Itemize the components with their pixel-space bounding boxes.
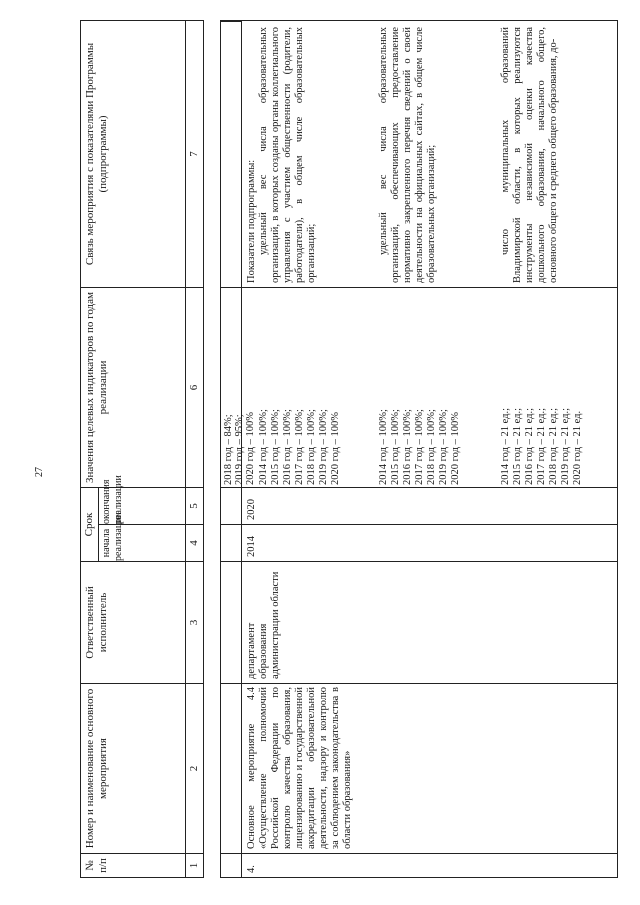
indicator-year-line: 2014 год – 100%; — [258, 409, 269, 485]
indicator-year-line: 2014 год – 21 ед.; — [500, 408, 511, 485]
indicator-year-line: 2015 год – 100%; — [270, 409, 281, 485]
indicator-year-line: 2020 год – 100% — [450, 412, 461, 485]
indicator-year-line: 2017 год – 21 ед.; — [536, 408, 547, 485]
continuation-line: 2019 год – 95%; — [234, 414, 245, 485]
event-name: Основное мероприятие 4.4 «Осуществление полномочий Российской Федерации по контролю качества образования, лицензированию и государственной аккредитации образовательной деятельности, надзору и контролю за соблюдением законодательства в области образования» — [246, 687, 353, 849]
indicator-year-line: 2020 год – 100% — [330, 412, 341, 485]
strip-cell-2 — [221, 683, 241, 853]
indicator-values-cell — [242, 287, 617, 487]
header-term: Срок — [81, 488, 99, 561]
continuation-line: 2020 год – 100% — [245, 412, 256, 485]
table-row — [242, 20, 618, 878]
indicator-year-line: 2017 год – 100%; — [414, 409, 425, 485]
strip-cell-3 — [221, 561, 241, 683]
event-cell — [242, 683, 617, 853]
row-number-cell — [242, 853, 617, 877]
indicator-year-line: 2018 год – 100%; — [426, 409, 437, 485]
header-executor: Ответственный исполнитель — [81, 561, 185, 683]
strip-cell-5 — [221, 487, 241, 524]
indicator-text-3: число муниципальных образований Владимирской области, в которых реализуются инструменты независимой оценки качества дошкольного образования, начального общего, основного общего и среднего общего образования, до- — [500, 27, 559, 283]
indicator-year-line: 2018 год – 100%; — [306, 409, 317, 485]
start-cell — [242, 524, 617, 561]
indicator-year-line: 2014 год – 100%; — [378, 409, 389, 485]
header-event-name: Номер и наименование основного мероприятия — [81, 683, 185, 853]
row-number: 4. — [246, 865, 257, 873]
executor-name: департамент образования администрации области — [246, 571, 281, 679]
header-titles-row — [81, 21, 185, 877]
indicator-year-line: 2016 год – 100%; — [402, 409, 413, 485]
end-cell — [242, 487, 617, 524]
program-link-cell — [242, 21, 617, 287]
indicator-year-line: 2015 год – 100%; — [390, 409, 401, 485]
indicator-values-2 — [378, 409, 462, 485]
indicator-year-line: 2019 год – 21 ед.; — [560, 408, 571, 485]
start-year: 2014 — [246, 536, 257, 557]
indicator-year-line: 2015 год – 21 ед.; — [512, 408, 523, 485]
strip-cell-7 — [221, 21, 241, 287]
col-number-4: 4 — [186, 524, 204, 561]
col-number-5: 5 — [186, 487, 204, 524]
header-term-group — [81, 475, 185, 561]
header-number: № п/п — [81, 853, 185, 877]
col-number-3: 3 — [186, 561, 204, 683]
col-number-1: 1 — [186, 853, 204, 877]
header-start: начала реализации — [98, 524, 185, 561]
table-header — [80, 20, 204, 878]
rotated-table — [80, 20, 618, 878]
header-program-link: Связь мероприятия с показателями Программы (подпрограммы) — [84, 42, 109, 266]
header-numbers-row — [185, 21, 204, 877]
strip-cell-1 — [221, 853, 241, 877]
col-number-7: 7 — [188, 151, 200, 157]
col-number-2: 2 — [186, 683, 204, 853]
indicator-year-line: 2016 год – 21 ед.; — [524, 408, 535, 485]
header-indicator-values: Значения целевых индикаторов по годам реализации — [81, 287, 185, 487]
executor-cell — [242, 561, 617, 683]
indicators-heading: Показатели подпрограммы: — [246, 159, 257, 283]
indicator-values-1 — [258, 409, 342, 485]
indicator-text-2: удельный вес числа образовательных организаций, обеспечивающих предоставление нормативно закрепленного перечня сведений о своей деятельности на официальных сайтах, в общем числе образовательных организаций; — [378, 27, 437, 283]
indicator-text-1: удельный вес числа образовательных организаций, в которых созданы органы коллегиального управления с участием общественности (родители, работодатели), в общем числе образовательных организаций; — [258, 27, 317, 283]
indicator-values-3 — [500, 408, 584, 485]
col-number-6: 6 — [186, 287, 204, 487]
end-year: 2020 — [246, 499, 257, 520]
indicator-year-line: 2016 год – 100%; — [282, 409, 293, 485]
header-end: окончания реализации — [101, 475, 124, 524]
strip-cell-4 — [221, 524, 241, 561]
indicator-year-line: 2017 год – 100%; — [294, 409, 305, 485]
indicator-year-line: 2019 год – 100%; — [318, 409, 329, 485]
indicator-year-line: 2020 год – 21 ед. — [572, 410, 583, 485]
page-number: 27 — [34, 467, 45, 477]
indicator-year-line: 2019 год – 100%; — [438, 409, 449, 485]
continuation-line: 2018 год – 84%; — [223, 414, 234, 485]
indicator-year-line: 2018 год – 21 ед.; — [548, 408, 559, 485]
